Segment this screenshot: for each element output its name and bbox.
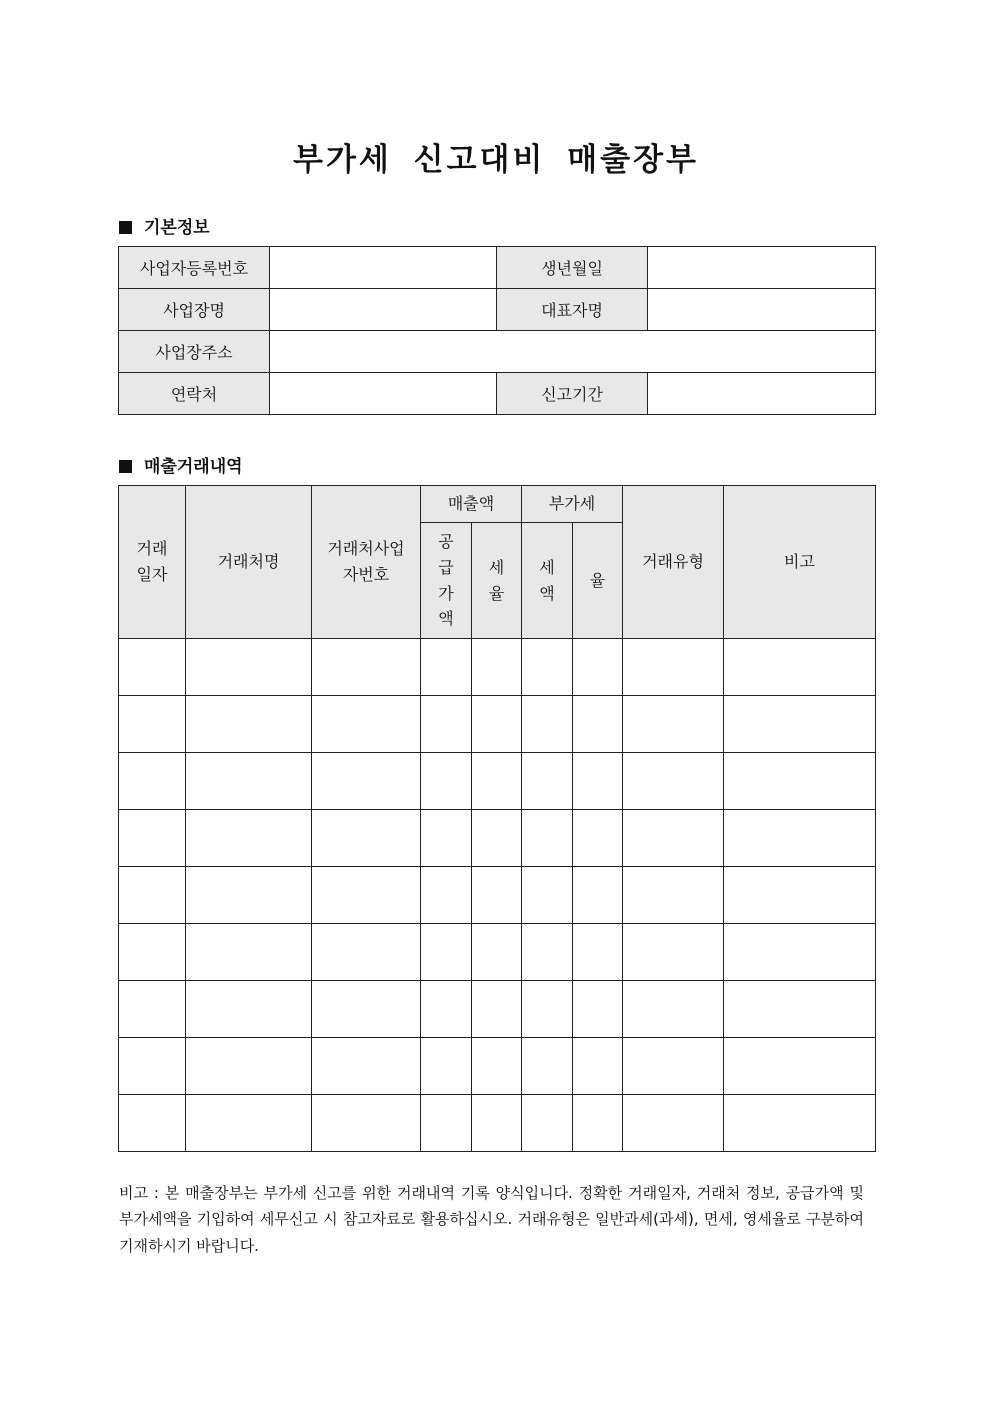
business-name-label: 사업장명: [119, 289, 270, 331]
header-sales-amount: 매출액: [421, 486, 522, 523]
vat-rate-cell[interactable]: [573, 1095, 623, 1152]
tax-cell[interactable]: [472, 1095, 522, 1152]
supply-value-cell[interactable]: [421, 867, 472, 924]
partner-reg-no-cell[interactable]: [312, 924, 421, 981]
vat-amount-cell[interactable]: [522, 639, 573, 696]
representative-label: 대표자명: [497, 289, 648, 331]
remarks-cell[interactable]: [724, 696, 876, 753]
vat-amount-cell[interactable]: [522, 867, 573, 924]
table-row: [119, 331, 876, 373]
basic-info-table: [118, 246, 876, 415]
partner-reg-no-cell[interactable]: [312, 810, 421, 867]
business-address-field[interactable]: [270, 331, 876, 373]
partner-cell[interactable]: [186, 810, 312, 867]
vat-amount-cell[interactable]: [522, 810, 573, 867]
partner-cell[interactable]: [186, 924, 312, 981]
partner-reg-no-cell[interactable]: [312, 1038, 421, 1095]
vat-rate-cell[interactable]: [573, 696, 623, 753]
representative-field[interactable]: [648, 289, 876, 331]
header-vat: 부가세: [522, 486, 623, 523]
table-row: [119, 981, 876, 1038]
type-cell[interactable]: [623, 981, 724, 1038]
basic-info-heading: [119, 213, 210, 238]
date-cell[interactable]: [119, 924, 186, 981]
header-partner-reg-no: 거래처사업 자번호: [312, 486, 421, 639]
sales-body: [119, 639, 876, 1152]
vat-amount-cell[interactable]: [522, 981, 573, 1038]
supply-value-cell[interactable]: [421, 810, 472, 867]
tax-cell[interactable]: [472, 867, 522, 924]
partner-reg-no-cell[interactable]: [312, 1095, 421, 1152]
vat-rate-cell[interactable]: [573, 924, 623, 981]
sales-heading: [119, 452, 243, 477]
vat-rate-cell[interactable]: [573, 981, 623, 1038]
report-period-label: 신고기간: [497, 373, 648, 415]
table-row: [119, 639, 876, 696]
partner-cell[interactable]: [186, 1038, 312, 1095]
sales-table: [118, 485, 876, 1152]
supply-value-cell[interactable]: [421, 696, 472, 753]
business-reg-no-label: 사업자등록번호: [119, 247, 270, 289]
partner-reg-no-cell[interactable]: [312, 867, 421, 924]
date-cell[interactable]: [119, 867, 186, 924]
table-row: [119, 753, 876, 810]
supply-value-cell[interactable]: [421, 1038, 472, 1095]
table-row: [119, 373, 876, 415]
square-bullet-icon: [119, 460, 132, 473]
partner-cell[interactable]: [186, 867, 312, 924]
partner-reg-no-cell[interactable]: [312, 981, 421, 1038]
square-bullet-icon: [119, 221, 132, 234]
type-cell[interactable]: [623, 1038, 724, 1095]
date-cell[interactable]: [119, 1038, 186, 1095]
date-cell[interactable]: [119, 1095, 186, 1152]
business-address-label: 사업장주소: [119, 331, 270, 373]
table-row: [119, 810, 876, 867]
table-row: [119, 1038, 876, 1095]
remarks-cell[interactable]: [724, 981, 876, 1038]
remarks-cell[interactable]: [724, 1038, 876, 1095]
contact-label: 연락처: [119, 373, 270, 415]
type-cell[interactable]: [623, 639, 724, 696]
supply-value-cell[interactable]: [421, 1095, 472, 1152]
basic-info-heading-text: 기본정보: [144, 218, 210, 238]
tax-cell[interactable]: [472, 696, 522, 753]
remarks-cell[interactable]: [724, 924, 876, 981]
tax-cell[interactable]: [472, 639, 522, 696]
table-row: [119, 289, 876, 331]
header-vat-rate: 율: [573, 523, 623, 639]
business-name-field[interactable]: [270, 289, 497, 331]
table-row: [119, 924, 876, 981]
type-cell[interactable]: [623, 753, 724, 810]
sales-heading-text: 매출거래내역: [144, 457, 243, 477]
table-row: [119, 247, 876, 289]
remarks-cell[interactable]: [724, 810, 876, 867]
partner-cell[interactable]: [186, 696, 312, 753]
type-cell[interactable]: [623, 1095, 724, 1152]
vat-amount-cell[interactable]: [522, 1095, 573, 1152]
remarks-cell[interactable]: [724, 639, 876, 696]
date-cell[interactable]: [119, 753, 186, 810]
vat-amount-cell[interactable]: [522, 924, 573, 981]
tax-cell[interactable]: [472, 924, 522, 981]
vat-rate-cell[interactable]: [573, 810, 623, 867]
tax-cell[interactable]: [472, 810, 522, 867]
header-supply-value: 공 급 가 액: [421, 523, 472, 639]
type-cell[interactable]: [623, 810, 724, 867]
partner-cell[interactable]: [186, 1095, 312, 1152]
vat-amount-cell[interactable]: [522, 753, 573, 810]
tax-cell[interactable]: [472, 753, 522, 810]
vat-rate-cell[interactable]: [573, 1038, 623, 1095]
date-cell[interactable]: [119, 639, 186, 696]
table-row: [119, 867, 876, 924]
partner-reg-no-cell[interactable]: [312, 639, 421, 696]
header-type: 거래유형: [623, 486, 724, 639]
supply-value-cell[interactable]: [421, 753, 472, 810]
header-partner: 거래처명: [186, 486, 312, 639]
partner-reg-no-cell[interactable]: [312, 696, 421, 753]
table-row: [119, 696, 876, 753]
page-title: 부가세 신고대비 매출장부: [293, 142, 699, 178]
vat-amount-cell[interactable]: [522, 1038, 573, 1095]
tax-cell[interactable]: [472, 1038, 522, 1095]
contact-field[interactable]: [270, 373, 497, 415]
supply-value-cell[interactable]: [421, 981, 472, 1038]
header-date: 거래 일자: [119, 486, 186, 639]
birth-date-label: 생년월일: [497, 247, 648, 289]
header-row: [119, 486, 876, 523]
header-vat-amount: 세 액: [522, 523, 573, 639]
vat-rate-cell[interactable]: [573, 753, 623, 810]
vat-amount-cell[interactable]: [522, 696, 573, 753]
vat-rate-cell[interactable]: [573, 639, 623, 696]
date-cell[interactable]: [119, 696, 186, 753]
date-cell[interactable]: [119, 810, 186, 867]
partner-reg-no-cell[interactable]: [312, 753, 421, 810]
partner-cell[interactable]: [186, 981, 312, 1038]
type-cell[interactable]: [623, 867, 724, 924]
vat-rate-cell[interactable]: [573, 867, 623, 924]
remarks-cell[interactable]: [724, 867, 876, 924]
type-cell[interactable]: [623, 696, 724, 753]
remarks-cell[interactable]: [724, 1095, 876, 1152]
table-row: [119, 1095, 876, 1152]
supply-value-cell[interactable]: [421, 924, 472, 981]
supply-value-cell[interactable]: [421, 639, 472, 696]
tax-cell[interactable]: [472, 981, 522, 1038]
type-cell[interactable]: [623, 924, 724, 981]
header-tax: 세 율: [472, 523, 522, 639]
birth-date-field[interactable]: [648, 247, 876, 289]
date-cell[interactable]: [119, 981, 186, 1038]
partner-cell[interactable]: [186, 753, 312, 810]
report-period-field[interactable]: [648, 373, 876, 415]
note-text: 비고 : 본 매출장부는 부가세 신고를 위한 거래내역 기록 양식입니다. 정확한 거래일자, 거래처 정보, 공급가액 및 부가세액을 기입하여 세무신고 시 참고자료로 활용하십시오. 거래유형은 일반과세(과세), 면세, 영세율로 구분하여 기재하시기 바랍니다.: [119, 1184, 864, 1255]
partner-cell[interactable]: [186, 639, 312, 696]
remarks-cell[interactable]: [724, 753, 876, 810]
business-reg-no-field[interactable]: [270, 247, 497, 289]
header-remarks: 비고: [724, 486, 876, 639]
